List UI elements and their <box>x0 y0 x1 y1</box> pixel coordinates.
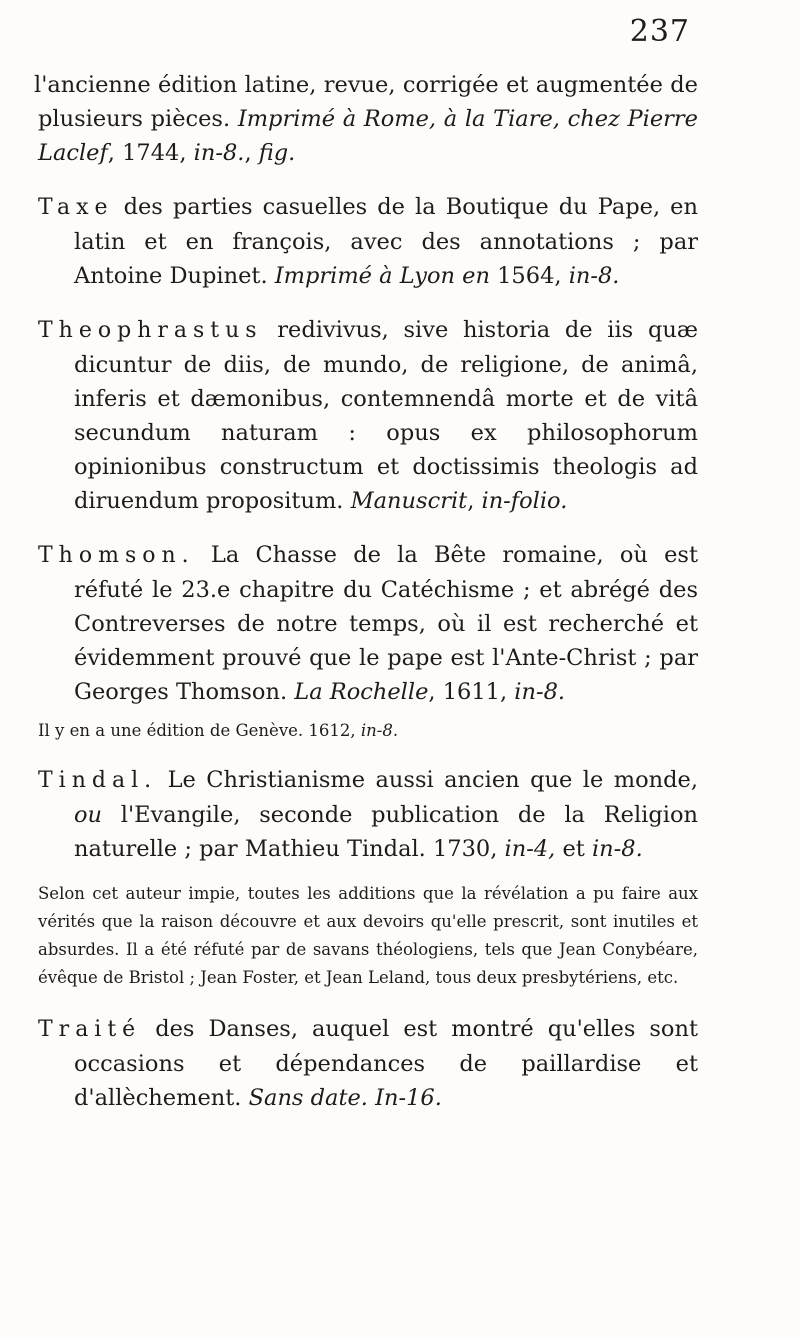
entry-format: in-folio. <box>481 488 568 514</box>
entry-traite <box>38 1012 698 1115</box>
entry-format: in-8. <box>193 140 245 166</box>
entry-head: Taxe <box>38 195 114 220</box>
entry-taxe <box>38 190 698 293</box>
entry-imprint: Imprimé à Rome, à la Tiare, chez Pierre Laclef <box>38 106 699 166</box>
entry-format: In-16. <box>375 1085 442 1111</box>
entry-imprint: Sans date. <box>248 1085 368 1111</box>
entry-body: l'Evangile, seconde publication de la Religion naturelle ; par Mathieu Tindal. 1730, <box>74 802 698 862</box>
entry-continuation: l'ancienne édition latine, revue, corrigée et augmentée de plusieurs pièces. Imprimé à Rome, à la Tiare, chez Pierre Laclef, 1744, in-8., fig. <box>34 72 699 166</box>
entry-format: in-8. <box>568 263 620 289</box>
entry-imprint: Manuscrit <box>350 488 468 514</box>
entry-format: in-8. <box>514 679 566 705</box>
note-tindal <box>38 880 698 992</box>
entry-body: des parties casuelles de la Boutique du Pape, en latin et en françois, avec des annotations ; par Antoine Dupinet. <box>74 194 698 289</box>
note-text: Il y en a une édition de Genève. 1612, <box>38 721 361 740</box>
entry-date: , 1744, <box>107 140 194 166</box>
entry-format: in-4, <box>504 836 556 862</box>
entry-date: , 1611, <box>428 679 515 705</box>
entry-body: l'ancienne édition latine, revue, corrigée et augmentée de plusieurs pièces. <box>34 72 698 132</box>
note-thomson <box>38 717 698 745</box>
entry-body: redivivus, sive historia de iis quæ dicuntur de diis, de mundo, de religione, de animâ, inferis et dæmonibus, contemnendâ morte et de vitâ secundum naturam : opus ex philosophorum opinionibus constructum et doctissimis theologis ad diruendum propositum. <box>74 317 698 514</box>
entry-thomson <box>38 538 698 709</box>
entry-head: Thomson. <box>38 543 195 568</box>
entry-body: La Chasse de la Bête romaine, où est réfuté le 23.e chapitre du Catéchisme ; et abrégé des Contreverses de notre temps, où il est recherché et évidemment prouvé que le pape est l'Ante-Christ ; par Georges Thomson. <box>74 542 698 705</box>
entry-theophrastus: Theophrastus redivivus, sive historia de iis quæ dicuntur de diis, de mundo, de religione, de animâ, inferis et dæmonibus, contemnendâ morte et de vitâ secundum naturam : opus ex philosophorum opinionibus constructum et doctissimis theologis ad diruendum propositum. Manuscrit, in-folio. <box>38 317 698 514</box>
entry-body: Le Christianisme aussi ancien que le monde, <box>157 767 698 793</box>
entry-head: Traité <box>38 1017 142 1042</box>
text-column <box>34 68 699 1135</box>
entry-tindal: Tindal. Le Christianisme aussi ancien que le monde, ou l'Evangile, seconde publication de la Religion naturelle ; par Mathieu Tindal. 1730, in-4, et in-8. <box>38 767 698 862</box>
entry-head: Theophrastus <box>38 318 263 343</box>
entry-format: in-8. <box>591 836 643 862</box>
note-format: in-8. <box>360 721 399 740</box>
entry-body: des Danses, auquel est montré qu'elles sont occasions et dépendances de paillardise et d'allèchement. <box>74 1016 698 1111</box>
entry-imprint: Imprimé à Lyon en <box>274 263 490 289</box>
entry-fig: fig. <box>258 140 296 166</box>
entry-head: Tindal. <box>38 768 158 793</box>
note-text: Selon cet auteur impie, toutes les additions que la révélation a pu faire aux vérités que la raison découvre et aux devoirs qu'elle prescrit, sont inutiles et absurdes. Il a été réfuté par de savans théologiens, tels que Jean Conybéare, évêque de Bristol ; Jean Foster, et Jean Leland, tous deux presbytériens, etc. <box>38 884 698 987</box>
entry-imprint: La Rochelle <box>294 679 429 705</box>
page-number: 237 <box>629 14 690 49</box>
entry-date: 1564, <box>489 263 569 289</box>
